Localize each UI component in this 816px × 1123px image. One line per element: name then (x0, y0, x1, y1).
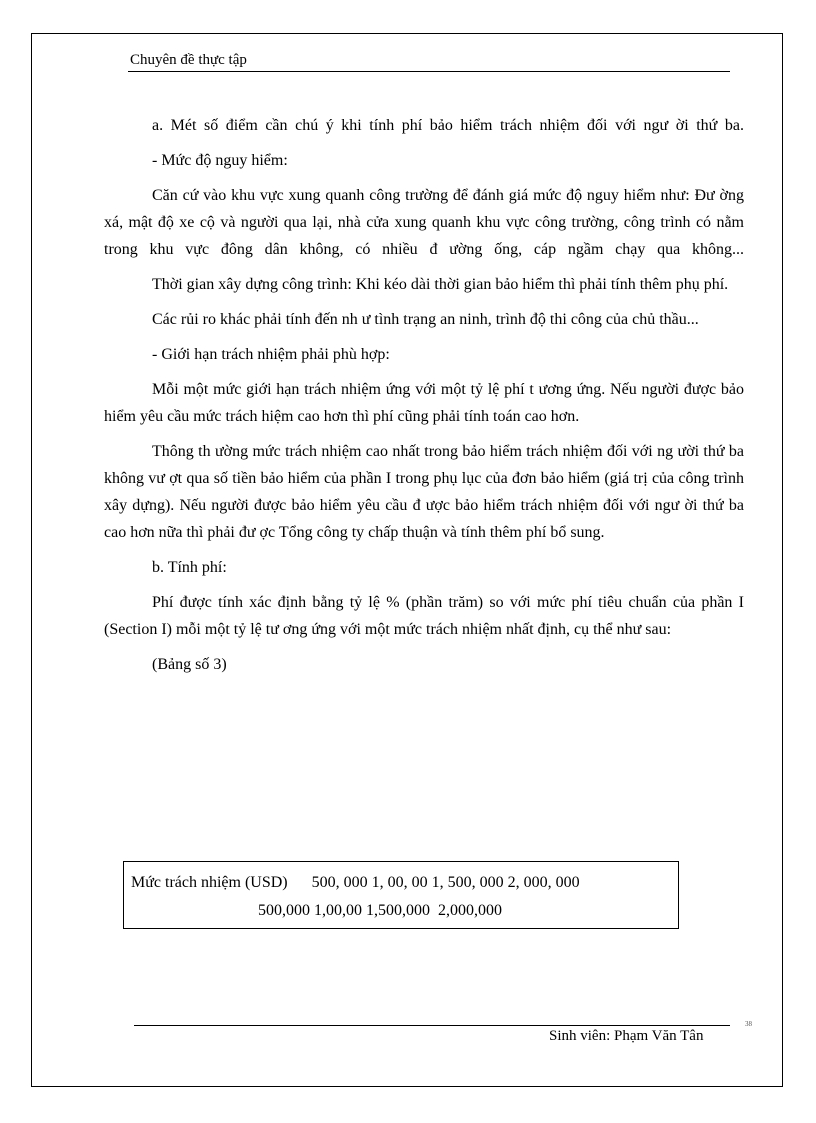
paragraph-notes-heading: a. Mét số điểm cần chú ý khi tính phí bảo hiểm trách nhiệm đối với ngư ời thứ ba. (152, 117, 744, 134)
liability-rate-table (123, 861, 679, 929)
footer-author: Sinh viên: Phạm Văn Tân (549, 1028, 704, 1044)
paragraph-danger-level: - Mức độ nguy hiểm: (152, 152, 288, 169)
page-number: 38 (745, 1020, 752, 1028)
table-label: Mức trách nhiệm (USD) (131, 874, 288, 891)
header-rule (128, 71, 730, 72)
header-title: Chuyên đề thực tập (130, 52, 247, 68)
document-body (104, 112, 744, 686)
paragraph-max-liability: Thông th ường mức trách nhiệm cao nhất trong bảo hiểm trách nhiệm đối với ng ười thứ ba không vư ợt qua số tiền bảo hiểm của phần I trong phụ lục của đơn bảo hiểm (giá trị của công trình xây dựng). Nếu người được bảo hiểm yêu cầu đ ược bảo hiểm trách nhiệm đối với ngư ời thứ ba cao hơn nữa thì phải đư ợc Tổng công ty chấp thuận và tính thêm phí bổ sung. (104, 443, 744, 541)
table-row (131, 874, 580, 892)
paragraph-table-caption: (Bảng số 3) (152, 656, 227, 673)
paragraph-liability-limit: - Giới hạn trách nhiệm phải phù hợp: (152, 346, 390, 363)
footer-rule (134, 1025, 730, 1026)
paragraph-limit-rate: Mỗi một mức giới hạn trách nhiệm ứng với một tỷ lệ phí t ương ứng. Nếu người được bảo hiểm yêu cầu mức trách hiệm cao hơn thì phí cũng phải tính toán cao hơn. (104, 381, 744, 425)
paragraph-premium-heading: b. Tính phí: (152, 559, 227, 576)
paragraph-site-surroundings: Căn cứ vào khu vực xung quanh công trường để đánh giá mức độ nguy hiểm như: Đư ờng xá, mật độ xe cộ và người qua lại, nhà cửa xung quanh khu vực công trường, công trình có nằm trong khu vực đông dân không, có nhiều đ ường ống, cáp ngầm chạy qua không... (104, 187, 744, 258)
table-values-row1: 500, 000 1, 00, 00 1, 500, 000 2, 000, 000 (311, 874, 580, 891)
paragraph-construction-time: Thời gian xây dựng công trình: Khi kéo dài thời gian bảo hiểm thì phải tính thêm phụ phí. (152, 276, 729, 293)
paragraph-premium-rate: Phí được tính xác định bằng tỷ lệ % (phần trăm) so với mức phí tiêu chuẩn của phần I (Section I) mỗi một tỷ lệ tư ơng ứng với một mức trách nhiệm nhất định, cụ thể như sau: (104, 594, 744, 638)
paragraph-other-risks: Các rủi ro khác phải tính đến nh ư tình trạng an ninh, trình độ thi công của chủ thầu... (152, 311, 699, 328)
table-values-row2: 500,000 1,00,00 1,500,000 2,000,000 (258, 902, 502, 919)
